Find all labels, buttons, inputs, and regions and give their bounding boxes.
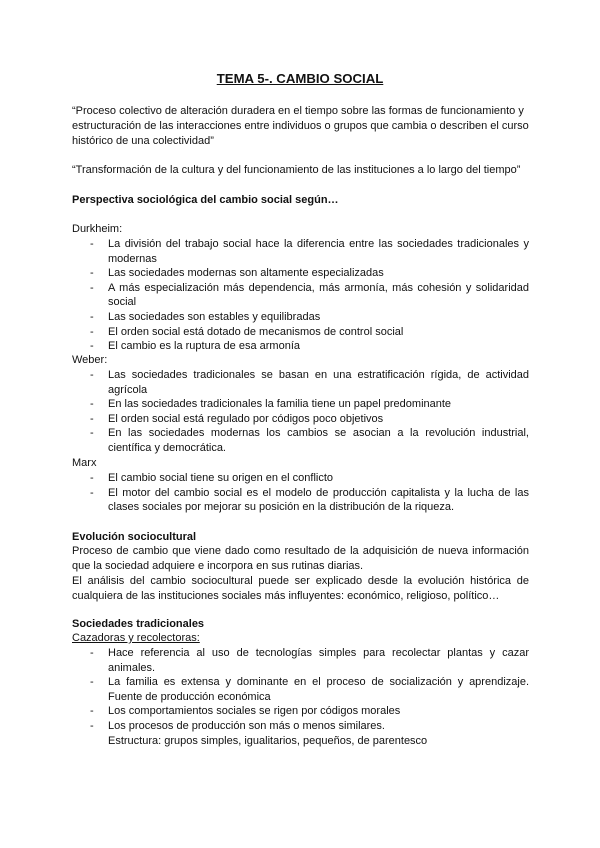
quote-definition-2: “Transformación de la cultura y del funcionamiento de las instituciones a lo largo del tiempo” xyxy=(72,164,521,176)
durkheim-label: Durkheim: xyxy=(72,223,123,235)
list-item: - Los procesos de producción son más o menos similares. xyxy=(72,719,529,734)
list-item: - El cambio es la ruptura de esa armonía xyxy=(72,339,529,354)
traditional-list xyxy=(72,646,529,734)
list-item: - Las sociedades modernas son altamente especializadas xyxy=(72,266,529,281)
list-item: - Las sociedades son estables y equilibradas xyxy=(72,310,529,325)
quote-definition-1: “Proceso colectivo de alteración duradera en el tiempo sobre las formas de funcionamiento y estructuración de las interacciones entre individuos o grupos que cambia o describen el curso histórico de una colectividad” xyxy=(72,105,529,147)
marx-label: Marx xyxy=(72,457,97,469)
page-title: TEMA 5-. CAMBIO SOCIAL xyxy=(216,71,384,86)
list-item: - Los comportamientos sociales se rigen por códigos morales xyxy=(72,704,529,719)
weber-label: Weber: xyxy=(72,354,108,366)
list-item: - A más especialización más dependencia, más armonía, más cohesión y solidaridad social xyxy=(72,281,529,310)
durkheim-list xyxy=(72,237,529,354)
list-item: - La familia es extensa y dominante en el proceso de socialización y aprendizaje. Fuente de producción económica xyxy=(72,675,529,704)
list-item: - Las sociedades tradicionales se basan en una estratificación rígida, de actividad agrícola xyxy=(72,368,529,397)
structure-line: Estructura: grupos simples, igualitarios, pequeños, de parentesco xyxy=(108,735,428,747)
traditional-subheading: Cazadoras y recolectoras: xyxy=(72,632,200,644)
list-item: - El orden social está regulado por códigos poco objetivos xyxy=(72,412,529,427)
evolution-heading: Evolución sociocultural xyxy=(72,531,197,543)
traditional-heading: Sociedades tradicionales xyxy=(72,618,205,630)
list-item: - El cambio social tiene su origen en el conflicto xyxy=(72,471,529,486)
list-item: - La división del trabajo social hace la diferencia entre las sociedades tradicionales y modernas xyxy=(72,237,529,266)
perspective-heading: Perspectiva sociológica del cambio social según… xyxy=(72,194,339,206)
list-item: - Hace referencia al uso de tecnologías simples para recolectar plantas y cazar animales. xyxy=(72,646,529,675)
evolution-paragraph-1: Proceso de cambio que viene dado como resultado de la adquisición de nueva información que la sociedad adquiere e incorpora en sus rutinas diarias. xyxy=(72,545,529,572)
list-item: - En las sociedades tradicionales la familia tiene un papel predominante xyxy=(72,397,529,412)
list-item: - El motor del cambio social es el modelo de producción capitalista y la lucha de las clases sociales por mejorar su posición en la distribución de la riqueza. xyxy=(72,486,529,515)
list-item: - El orden social está dotado de mecanismos de control social xyxy=(72,325,529,340)
evolution-paragraph-2: El análisis del cambio sociocultural puede ser explicado desde la evolución histórica de cualquiera de las instituciones sociales más influyentes: económico, religioso, político… xyxy=(72,575,529,602)
list-item: - En las sociedades modernas los cambios se asocian a la revolución industrial, científica y democrática. xyxy=(72,426,529,455)
weber-list xyxy=(72,368,529,456)
marx-list xyxy=(72,471,529,515)
